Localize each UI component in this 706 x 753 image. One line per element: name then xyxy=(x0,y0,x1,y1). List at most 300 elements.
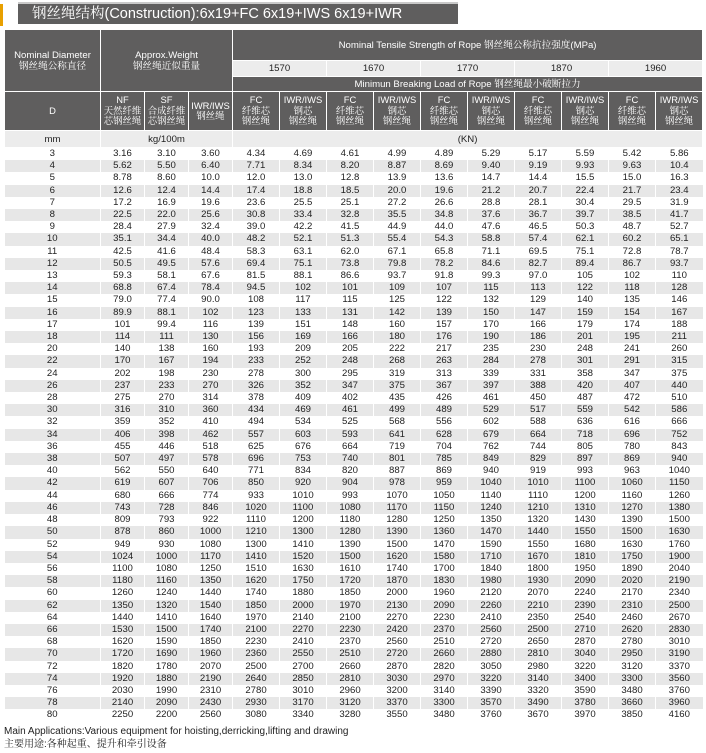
value-cell: 109 xyxy=(374,282,421,294)
value-cell: 1240 xyxy=(145,587,189,599)
value-cell: 69.4 xyxy=(233,258,280,270)
value-cell: 2540 xyxy=(562,612,609,624)
value-cell: 30.8 xyxy=(233,209,280,221)
value-cell: 25.6 xyxy=(189,209,233,221)
value-cell: 706 xyxy=(189,477,233,489)
value-cell: 2240 xyxy=(562,587,609,599)
value-cell: 34.4 xyxy=(145,233,189,245)
value-cell: 2660 xyxy=(327,661,374,673)
value-cell: 4.99 xyxy=(374,148,421,161)
value-cell: 3390 xyxy=(468,685,515,697)
fc-col-header-line: 钢丝绳 xyxy=(241,115,271,127)
value-cell: 93.7 xyxy=(374,270,421,282)
value-cell: 22.5 xyxy=(101,209,145,221)
value-cell: 1380 xyxy=(656,502,703,514)
value-cell: 25.1 xyxy=(327,197,374,209)
table-row xyxy=(5,221,703,233)
value-cell: 5.50 xyxy=(145,160,189,172)
value-cell: 41.7 xyxy=(656,209,703,221)
diameter-cell: 5 xyxy=(5,172,101,184)
value-cell: 2980 xyxy=(515,661,562,673)
diameter-cell: 30 xyxy=(5,404,101,416)
value-cell: 1060 xyxy=(609,477,656,489)
value-cell: 397 xyxy=(468,380,515,392)
value-cell: 2040 xyxy=(656,563,703,575)
value-cell: 375 xyxy=(656,368,703,380)
value-cell: 313 xyxy=(421,368,468,380)
value-cell: 248 xyxy=(562,343,609,355)
value-cell: 1970 xyxy=(327,600,374,612)
value-cell: 14.4 xyxy=(189,185,233,197)
value-cell: 81.5 xyxy=(233,270,280,282)
value-cell: 122 xyxy=(421,294,468,306)
fc-col-header-line: 钢丝绳 xyxy=(429,115,459,127)
value-cell: 2850 xyxy=(280,673,327,685)
value-cell: 4160 xyxy=(656,709,703,721)
value-cell: 190 xyxy=(468,331,515,343)
value-cell: 752 xyxy=(656,429,703,441)
value-cell: 1350 xyxy=(101,600,145,612)
nominal-diameter-en: Nominal Diameter xyxy=(14,49,91,61)
value-cell: 15.0 xyxy=(609,172,656,184)
fc-col-header-line: FC xyxy=(437,94,451,106)
value-cell: 834 xyxy=(280,465,327,477)
value-cell: 31.9 xyxy=(656,197,703,209)
value-cell: 138 xyxy=(145,343,189,355)
iwr-col-header-line: 钢丝绳 xyxy=(382,115,412,127)
value-cell: 17.2 xyxy=(101,197,145,209)
value-cell: 159 xyxy=(562,307,609,319)
value-cell: 664 xyxy=(327,441,374,453)
value-cell: 42.5 xyxy=(101,246,145,258)
value-cell: 2170 xyxy=(609,587,656,599)
value-cell: 1750 xyxy=(280,575,327,587)
value-cell: 78.4 xyxy=(189,282,233,294)
value-cell: 8.87 xyxy=(374,160,421,172)
value-cell: 2640 xyxy=(233,673,280,685)
table-row xyxy=(5,392,703,404)
value-cell: 140 xyxy=(562,294,609,306)
value-cell: 2500 xyxy=(515,624,562,636)
table-row xyxy=(5,685,703,697)
value-cell: 139 xyxy=(233,319,280,331)
value-cell: 963 xyxy=(609,465,656,477)
value-cell: 1320 xyxy=(515,514,562,526)
table-row xyxy=(5,172,703,184)
value-cell: 89.4 xyxy=(562,258,609,270)
value-cell: 198 xyxy=(145,368,189,380)
value-cell: 1150 xyxy=(656,477,703,489)
value-cell: 2500 xyxy=(656,600,703,612)
header-d: D xyxy=(5,92,101,131)
unit-weight: kg/100m xyxy=(101,131,233,148)
value-cell: 4.69 xyxy=(280,148,327,161)
value-cell: 556 xyxy=(421,416,468,428)
header-approx-weight xyxy=(101,30,233,92)
value-cell: 1320 xyxy=(145,600,189,612)
value-cell: 16.9 xyxy=(145,197,189,209)
footer xyxy=(4,726,348,751)
value-cell: 3480 xyxy=(421,709,468,721)
value-cell: 497 xyxy=(145,453,189,465)
value-cell: 38.5 xyxy=(609,209,656,221)
diameter-cell: 8 xyxy=(5,209,101,221)
table-row xyxy=(5,514,703,526)
value-cell: 170 xyxy=(101,355,145,367)
value-cell: 771 xyxy=(233,465,280,477)
weight-col-header-line: NF xyxy=(116,94,129,106)
value-cell: 2780 xyxy=(233,685,280,697)
value-cell: 186 xyxy=(515,331,562,343)
value-cell: 222 xyxy=(374,343,421,355)
diameter-cell: 80 xyxy=(5,709,101,721)
value-cell: 65.1 xyxy=(656,233,703,245)
value-cell: 1590 xyxy=(468,539,515,551)
value-cell: 3340 xyxy=(280,709,327,721)
value-cell: 785 xyxy=(421,453,468,465)
value-cell: 1710 xyxy=(468,551,515,563)
value-cell: 1430 xyxy=(562,514,609,526)
fc-col-header xyxy=(421,92,468,131)
value-cell: 133 xyxy=(280,307,327,319)
value-cell: 42.2 xyxy=(280,221,327,233)
value-cell: 2510 xyxy=(327,648,374,660)
value-cell: 2560 xyxy=(374,636,421,648)
value-cell: 410 xyxy=(189,416,233,428)
value-cell: 263 xyxy=(421,355,468,367)
diameter-cell: 76 xyxy=(5,685,101,697)
value-cell: 29.5 xyxy=(609,197,656,209)
diameter-cell: 46 xyxy=(5,502,101,514)
fc-col-header xyxy=(609,92,656,131)
value-cell: 887 xyxy=(374,465,421,477)
grade-1570: 1570 xyxy=(233,61,327,77)
value-cell: 154 xyxy=(609,307,656,319)
value-cell: 2820 xyxy=(421,661,468,673)
value-cell: 1250 xyxy=(189,563,233,575)
value-cell: 406 xyxy=(101,429,145,441)
diameter-cell: 58 xyxy=(5,575,101,587)
value-cell: 18.8 xyxy=(280,185,327,197)
value-cell: 3570 xyxy=(468,697,515,709)
diameter-cell: 62 xyxy=(5,600,101,612)
value-cell: 2230 xyxy=(327,624,374,636)
value-cell: 78.2 xyxy=(421,258,468,270)
table-row xyxy=(5,343,703,355)
value-cell: 1950 xyxy=(562,563,609,575)
value-cell: 1350 xyxy=(189,575,233,587)
value-cell: 1850 xyxy=(233,600,280,612)
value-cell: 398 xyxy=(145,429,189,441)
value-cell: 462 xyxy=(189,429,233,441)
value-cell: 167 xyxy=(145,355,189,367)
value-cell: 28.1 xyxy=(515,197,562,209)
value-cell: 809 xyxy=(101,514,145,526)
iwr-col-header xyxy=(562,92,609,131)
value-cell: 780 xyxy=(609,441,656,453)
value-cell: 1930 xyxy=(515,575,562,587)
diameter-cell: 13 xyxy=(5,270,101,282)
value-cell: 2070 xyxy=(189,661,233,673)
value-cell: 2020 xyxy=(609,575,656,587)
value-cell: 435 xyxy=(374,392,421,404)
value-cell: 5.62 xyxy=(101,160,145,172)
fc-col-header-line: FC xyxy=(531,94,545,106)
value-cell: 933 xyxy=(233,490,280,502)
value-cell: 115 xyxy=(327,294,374,306)
value-cell: 35.1 xyxy=(101,233,145,245)
iwr-col-header xyxy=(468,92,515,131)
value-cell: 1670 xyxy=(515,551,562,563)
diameter-cell: 56 xyxy=(5,563,101,575)
value-cell: 295 xyxy=(327,368,374,380)
value-cell: 3490 xyxy=(515,697,562,709)
value-cell: 375 xyxy=(374,380,421,392)
value-cell: 3670 xyxy=(515,709,562,721)
diameter-cell: 12 xyxy=(5,258,101,270)
value-cell: 446 xyxy=(145,441,189,453)
value-cell: 146 xyxy=(656,294,703,306)
approx-weight-cn: 钢丝绳近似重量 xyxy=(132,60,201,72)
value-cell: 135 xyxy=(609,294,656,306)
value-cell: 666 xyxy=(656,416,703,428)
value-cell: 205 xyxy=(327,343,374,355)
value-cell: 8.60 xyxy=(145,172,189,184)
fc-col-header-line: 纤维芯 xyxy=(335,104,365,116)
value-cell: 402 xyxy=(327,392,374,404)
value-cell: 2340 xyxy=(656,587,703,599)
value-cell: 25.5 xyxy=(280,197,327,209)
value-cell: 1970 xyxy=(233,612,280,624)
value-cell: 850 xyxy=(233,477,280,489)
value-cell: 904 xyxy=(327,477,374,489)
value-cell: 728 xyxy=(145,502,189,514)
value-cell: 2350 xyxy=(515,612,562,624)
table-row xyxy=(5,209,703,221)
value-cell: 1410 xyxy=(233,551,280,563)
value-cell: 5.86 xyxy=(656,148,703,161)
value-cell: 188 xyxy=(656,319,703,331)
iwr-col-header-line: 钢芯 xyxy=(481,104,501,116)
value-cell: 407 xyxy=(609,380,656,392)
table-row xyxy=(5,539,703,551)
value-cell: 176 xyxy=(421,331,468,343)
value-cell: 88.1 xyxy=(145,307,189,319)
value-cell: 166 xyxy=(327,331,374,343)
value-cell: 3120 xyxy=(327,697,374,709)
table-row xyxy=(5,453,703,465)
value-cell: 843 xyxy=(656,441,703,453)
table-row xyxy=(5,294,703,306)
value-cell: 84.6 xyxy=(468,258,515,270)
value-cell: 2030 xyxy=(101,685,145,697)
weight-col-header-line: 合成纤维 xyxy=(147,104,186,116)
value-cell: 2410 xyxy=(468,612,515,624)
value-cell: 101 xyxy=(101,319,145,331)
value-cell: 1850 xyxy=(189,636,233,648)
value-cell: 696 xyxy=(233,453,280,465)
value-cell: 1210 xyxy=(233,526,280,538)
value-cell: 1390 xyxy=(374,526,421,538)
value-cell: 14.7 xyxy=(468,172,515,184)
value-cell: 8.20 xyxy=(327,160,374,172)
value-cell: 2460 xyxy=(609,612,656,624)
value-cell: 568 xyxy=(374,416,421,428)
nominal-diameter-cn: 钢丝绳公称直径 xyxy=(18,60,87,72)
value-cell: 2090 xyxy=(421,600,468,612)
value-cell: 32.8 xyxy=(327,209,374,221)
value-cell: 628 xyxy=(421,429,468,441)
value-cell: 32.4 xyxy=(189,221,233,233)
value-cell: 625 xyxy=(233,441,280,453)
fc-col-header-line: 钢丝绳 xyxy=(523,115,553,127)
value-cell: 1280 xyxy=(327,526,374,538)
value-cell: 2270 xyxy=(374,612,421,624)
value-cell: 252 xyxy=(280,355,327,367)
value-cell: 2810 xyxy=(515,648,562,660)
value-cell: 920 xyxy=(280,477,327,489)
iwr-col-header-line: 钢丝绳 xyxy=(664,115,694,127)
value-cell: 1690 xyxy=(145,648,189,660)
diameter-cell: 28 xyxy=(5,392,101,404)
value-cell: 2210 xyxy=(515,600,562,612)
value-cell: 949 xyxy=(101,539,145,551)
diameter-cell: 48 xyxy=(5,514,101,526)
value-cell: 1170 xyxy=(189,551,233,563)
value-cell: 2270 xyxy=(280,624,327,636)
value-cell: 602 xyxy=(468,416,515,428)
value-cell: 111 xyxy=(145,331,189,343)
value-cell: 102 xyxy=(189,307,233,319)
value-cell: 607 xyxy=(145,477,189,489)
value-cell: 993 xyxy=(562,465,609,477)
value-cell: 99.3 xyxy=(468,270,515,282)
fc-col-header-line: 钢丝绳 xyxy=(335,115,365,127)
value-cell: 679 xyxy=(468,429,515,441)
diameter-cell: 40 xyxy=(5,465,101,477)
value-cell: 201 xyxy=(562,331,609,343)
value-cell: 1720 xyxy=(101,648,145,660)
value-cell: 2650 xyxy=(515,636,562,648)
value-cell: 169 xyxy=(280,331,327,343)
value-cell: 1620 xyxy=(374,551,421,563)
fc-col-header-line: 纤维芯 xyxy=(523,104,553,116)
value-cell: 1630 xyxy=(280,563,327,575)
value-cell: 4.89 xyxy=(421,148,468,161)
value-cell: 1630 xyxy=(609,539,656,551)
value-cell: 1610 xyxy=(327,563,374,575)
table-row xyxy=(5,233,703,245)
value-cell: 71.1 xyxy=(468,246,515,258)
diameter-cell: 36 xyxy=(5,441,101,453)
value-cell: 1100 xyxy=(562,477,609,489)
value-cell: 1200 xyxy=(562,490,609,502)
value-cell: 1640 xyxy=(189,612,233,624)
value-cell: 557 xyxy=(233,429,280,441)
value-cell: 525 xyxy=(327,416,374,428)
fc-col-header-line: FC xyxy=(249,94,263,106)
value-cell: 740 xyxy=(327,453,374,465)
value-cell: 67.6 xyxy=(189,270,233,282)
table-row xyxy=(5,416,703,428)
diameter-cell: 7 xyxy=(5,197,101,209)
value-cell: 1260 xyxy=(101,587,145,599)
iwr-col-header-line: IWR/IWS xyxy=(471,94,511,106)
value-cell: 2500 xyxy=(233,661,280,673)
value-cell: 128 xyxy=(656,282,703,294)
value-cell: 426 xyxy=(421,392,468,404)
value-cell: 209 xyxy=(280,343,327,355)
value-cell: 6.40 xyxy=(189,160,233,172)
value-cell: 195 xyxy=(609,331,656,343)
value-cell: 2250 xyxy=(101,709,145,721)
value-cell: 48.7 xyxy=(609,221,656,233)
value-cell: 1470 xyxy=(421,539,468,551)
value-cell: 170 xyxy=(468,319,515,331)
value-cell: 122 xyxy=(562,282,609,294)
value-cell: 1110 xyxy=(515,490,562,502)
value-cell: 1150 xyxy=(421,502,468,514)
value-cell: 3370 xyxy=(374,697,421,709)
value-cell: 1080 xyxy=(189,539,233,551)
value-cell: 16.3 xyxy=(656,172,703,184)
value-cell: 1080 xyxy=(145,563,189,575)
value-cell: 62.0 xyxy=(327,246,374,258)
value-cell: 94.5 xyxy=(233,282,280,294)
table-row xyxy=(5,465,703,477)
value-cell: 993 xyxy=(327,490,374,502)
value-cell: 117 xyxy=(280,294,327,306)
value-cell: 63.1 xyxy=(280,246,327,258)
value-cell: 1680 xyxy=(562,539,609,551)
value-cell: 67.4 xyxy=(145,282,189,294)
iwr-col-header xyxy=(656,92,703,131)
value-cell: 1350 xyxy=(468,514,515,526)
value-cell: 1440 xyxy=(101,612,145,624)
iwr-col-header-line: 钢丝绳 xyxy=(570,115,600,127)
value-cell: 151 xyxy=(280,319,327,331)
value-cell: 2120 xyxy=(468,587,515,599)
value-cell: 179 xyxy=(562,319,609,331)
value-cell: 897 xyxy=(562,453,609,465)
value-cell: 1300 xyxy=(233,539,280,551)
value-cell: 132 xyxy=(468,294,515,306)
diameter-cell: 54 xyxy=(5,551,101,563)
table-row xyxy=(5,331,703,343)
value-cell: 1250 xyxy=(421,514,468,526)
value-cell: 487 xyxy=(562,392,609,404)
iwr-col-header-line: IWR/IWS xyxy=(565,94,605,106)
value-cell: 4.34 xyxy=(233,148,280,161)
value-cell: 347 xyxy=(609,368,656,380)
iwr-col-header-line: 钢丝绳 xyxy=(288,115,318,127)
value-cell: 125 xyxy=(374,294,421,306)
value-cell: 2230 xyxy=(233,636,280,648)
value-cell: 3.10 xyxy=(145,148,189,161)
diameter-cell: 14 xyxy=(5,282,101,294)
value-cell: 2700 xyxy=(280,661,327,673)
value-cell: 494 xyxy=(233,416,280,428)
value-cell: 2660 xyxy=(421,648,468,660)
value-cell: 10.4 xyxy=(656,160,703,172)
value-cell: 37.6 xyxy=(468,209,515,221)
value-cell: 1960 xyxy=(421,587,468,599)
value-cell: 461 xyxy=(468,392,515,404)
value-cell: 664 xyxy=(515,429,562,441)
value-cell: 2190 xyxy=(189,673,233,685)
value-cell: 41.5 xyxy=(327,221,374,233)
value-cell: 2090 xyxy=(562,575,609,587)
